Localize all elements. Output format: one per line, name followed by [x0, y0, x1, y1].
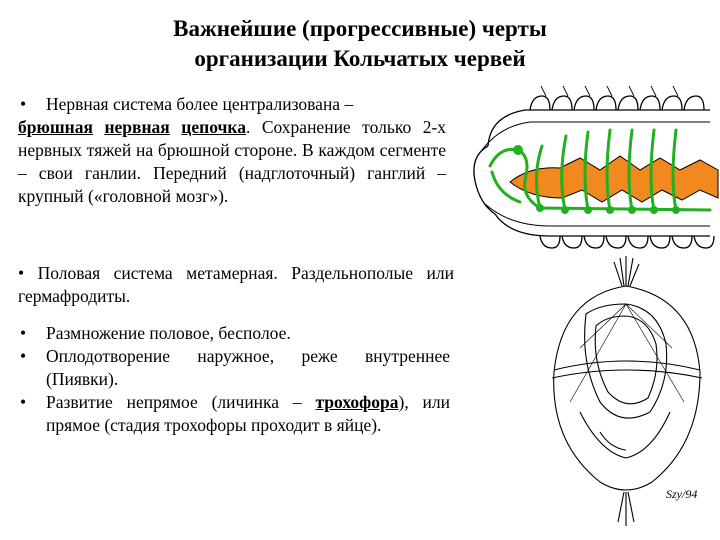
term-trochophore: трохофора	[315, 392, 399, 412]
list-item	[18, 93, 446, 116]
illustration-signature: Szy/94	[666, 487, 698, 501]
list-item	[18, 262, 454, 308]
slide-title	[0, 14, 720, 74]
nervous-text-continuation	[18, 116, 446, 208]
bullet-list	[18, 322, 450, 437]
reproductive-system-paragraph	[18, 262, 454, 308]
title-line-2: организации Кольчатых червей	[194, 46, 526, 71]
bullet: •	[20, 94, 27, 114]
gut-shape	[510, 156, 718, 202]
annelid-anatomy-illustration	[470, 86, 720, 250]
bullet: •	[20, 346, 27, 366]
term-chain: цепочка	[181, 117, 246, 137]
nervous-text-rest: . Сохранение только 2-х нервных тяжей на брюшной стороне. В каждом сегменте – свои ганлии. Передний (надглоточный) ганглий – крупный («головной мозг»).	[18, 117, 447, 206]
list-item	[18, 322, 450, 345]
bullet: •	[20, 323, 27, 343]
reproduction-text: Размножение половое, бесполое.	[46, 323, 291, 343]
nervous-text-start: Нервная система более централизована –	[46, 94, 354, 114]
trochophore-larva-illustration	[540, 252, 718, 538]
development-text-b: ), или прямое (стадия трохофоры проходит в яйце).	[46, 392, 451, 435]
list-item	[18, 391, 450, 437]
term-ventral: брюшная	[18, 117, 93, 137]
development-text-a: Развитие непрямое (личинка –	[46, 392, 302, 412]
list-item	[18, 345, 450, 391]
title-line-1: Важнейшие (прогрессивные) черты	[173, 16, 547, 41]
bullet: •	[18, 263, 25, 283]
reproductive-text: Половая система метамерная. Раздельнополые или гермафродиты.	[18, 263, 454, 306]
nervous-system-paragraph	[18, 93, 446, 208]
term-nerve: нервная	[104, 117, 170, 137]
fertilization-text: Оплодотворение наружное, реже внутреннее (Пиявки).	[46, 346, 450, 389]
bullet: •	[20, 392, 27, 412]
